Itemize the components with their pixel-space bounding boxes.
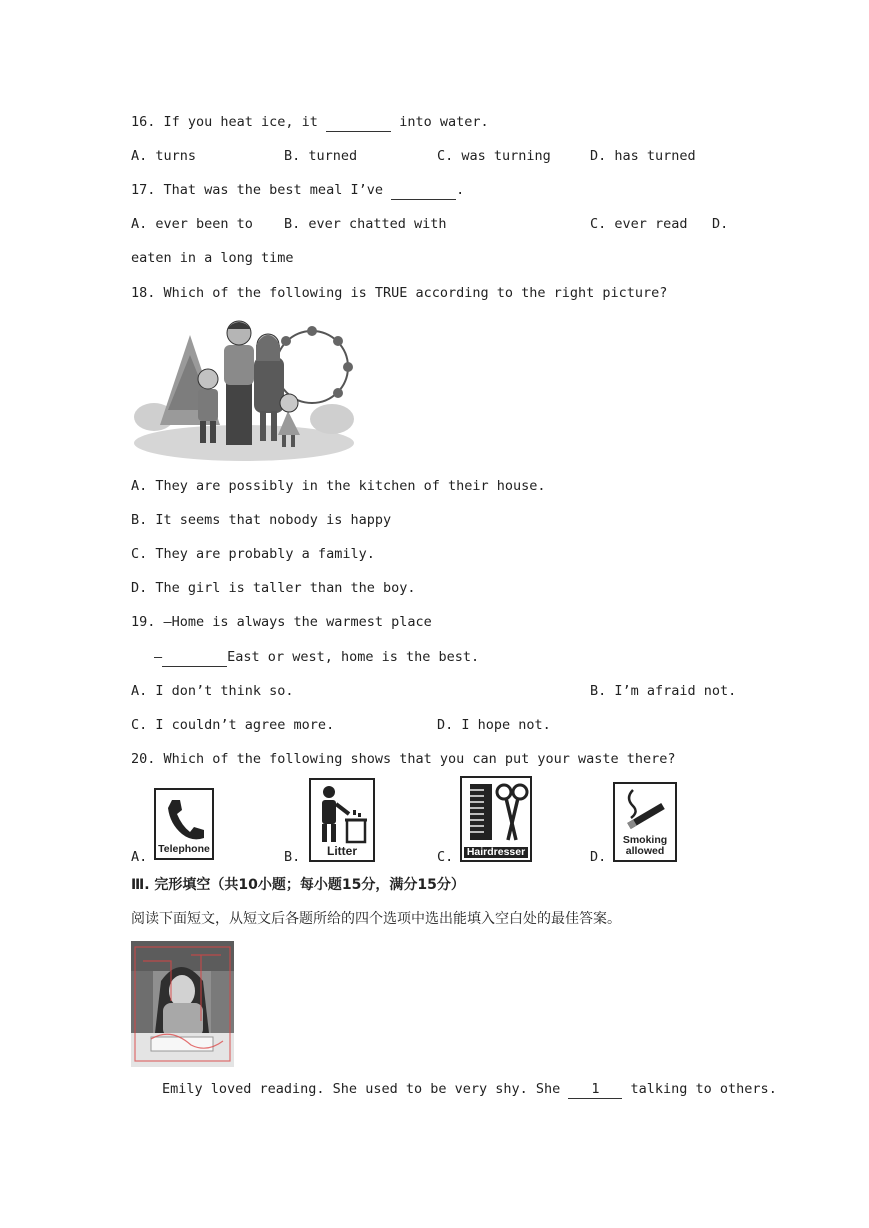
q20-option-a-label: A. (131, 849, 148, 865)
section-title: Ⅲ. 完形填空（共10小题；每小题15分，满分15分） (131, 877, 465, 893)
q19-option-a: A. I don’t think so. (131, 683, 294, 699)
q19-option-b: B. I’m afraid not. (590, 683, 737, 699)
q19-blank (162, 648, 227, 667)
telephone-icon (156, 794, 212, 844)
q18-stem: 18. Which of the following is TRUE according to the right picture? (131, 285, 668, 301)
q17-option-b: B. ever chatted with (284, 216, 447, 232)
litter-sign (309, 778, 375, 862)
hairdresser-sign (460, 776, 532, 862)
hairdresser-caption: Hairdresser (464, 847, 528, 858)
q18-option-a: A. They are possibly in the kitchen of their house. (131, 478, 546, 494)
smoking-allowed-caption: Smoking allowed (622, 834, 668, 857)
q19-stem: 19. —Home is always the warmest place (131, 614, 432, 630)
q17-option-d-continued: eaten in a long time (131, 250, 294, 266)
q20-option-d-label: D. (590, 849, 607, 865)
section-instruction: 阅读下面短文，从短文后各题所给的四个选项中选出能填入空白处的最佳答案。 (131, 911, 621, 927)
q19-option-c: C. I couldn’t agree more. (131, 717, 335, 733)
q16-option-d: D. has turned (590, 148, 696, 164)
family-picture (132, 315, 360, 463)
q18-option-d: D. The girl is taller than the boy. (131, 580, 416, 596)
q18-option-c: C. They are probably a family. (131, 546, 375, 562)
q18-option-b: B. It seems that nobody is happy (131, 512, 392, 528)
litter-caption: Litter (327, 844, 357, 858)
q17-stem: 17. That was the best meal I’ve . (131, 182, 465, 198)
q17-option-c: C. ever read (590, 216, 688, 232)
q16-option-b: B. turned (284, 148, 358, 164)
telephone-sign (154, 788, 214, 860)
q17-option-a: A. ever been to (131, 216, 253, 232)
comb-scissors-icon (462, 780, 530, 844)
passage-blank-1: 1 (568, 1080, 622, 1099)
q17-blank (391, 181, 456, 200)
q20-option-c-label: C. (437, 849, 454, 865)
q20-option-b-label: B. (284, 849, 301, 865)
smoking-allowed-sign (613, 782, 677, 862)
cigarette-icon (615, 786, 675, 832)
q19-reply: — East or west, home is the best. (154, 649, 480, 665)
girl-reading-photo (131, 941, 234, 1067)
telephone-caption: Telephone (158, 843, 210, 855)
q17-option-d: D. (712, 216, 729, 232)
litter-bin-icon (311, 784, 373, 844)
q20-stem: 20. Which of the following shows that you can put your waste there? (131, 751, 676, 767)
passage-line-1: Emily loved reading. She used to be very shy. She 1 talking to others. (162, 1081, 777, 1097)
q16-blank (326, 113, 391, 132)
q16-option-a: A. turns (131, 148, 197, 164)
q16-option-c: C. was turning (437, 148, 551, 164)
q16-stem: 16. If you heat ice, it into water. (131, 114, 489, 130)
q19-option-d: D. I hope not. (437, 717, 551, 733)
